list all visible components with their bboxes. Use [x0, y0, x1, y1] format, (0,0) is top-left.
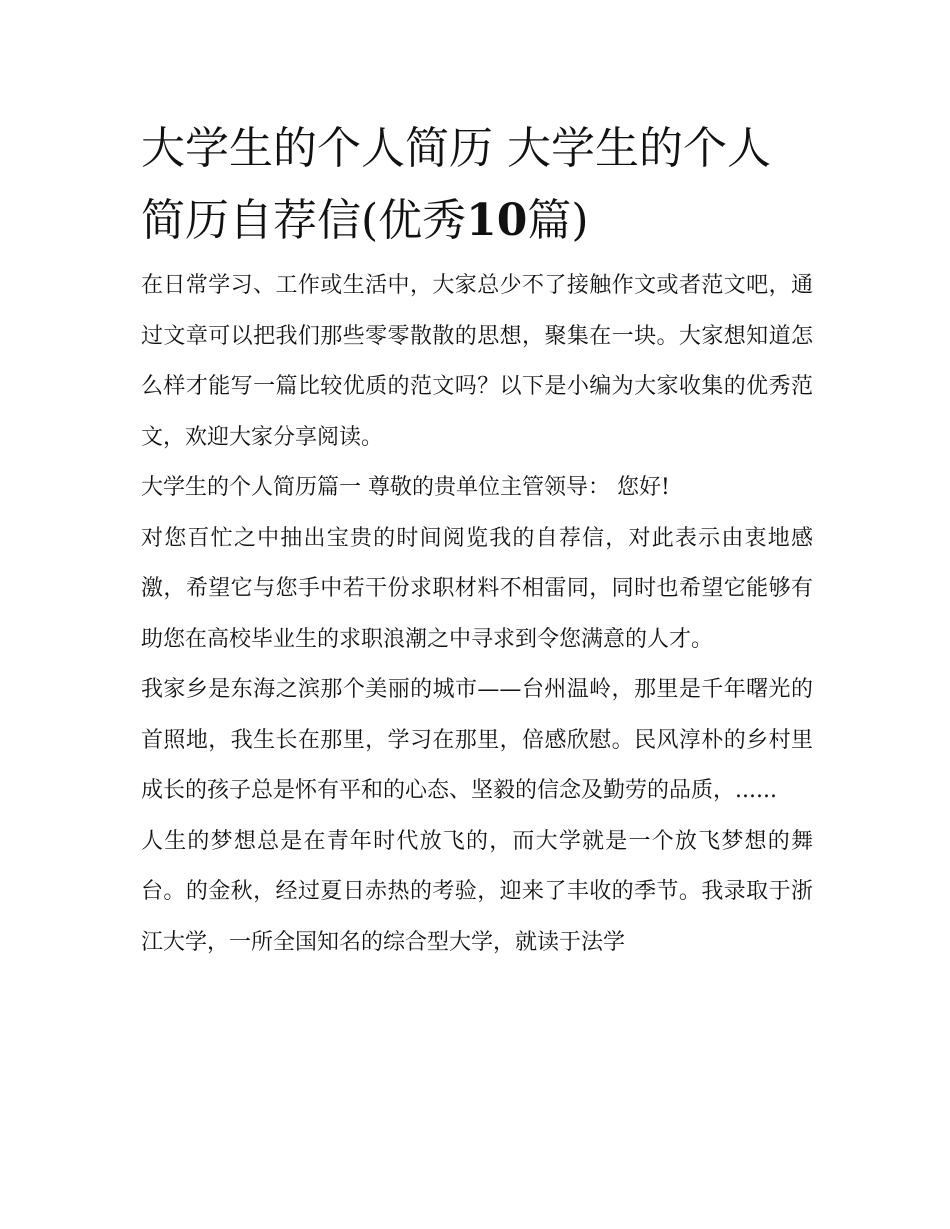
title-text-part2: 篇) [527, 195, 589, 246]
document-body [141, 113, 813, 968]
body-paragraph: 我家乡是东海之滨那个美丽的城市——台州温岭，那里是千年曙光的首照地，我生长在那里，学习在那里，倍感欣慰。民风淳朴的乡村里成长的孩子总是怀有平和的心态、坚毅的信念及勤劳的品质，...... [141, 677, 813, 803]
title-text-part1: 大学生的个人简历 大学生的个人简历自荐信(优秀 [141, 123, 771, 246]
title-number: 10 [466, 195, 528, 246]
section-heading-paragraph: 大学生的个人简历篇一 尊敬的贵单位主管领导： 您好! [141, 475, 670, 500]
body-paragraph: 对您百忙之中抽出宝贵的时间阅览我的自荐信，对此表示由衷地感激，希望它与您手中若干份求职材料不相雷同，同时也希望它能够有助您在高校毕业生的求职浪潮之中寻求到令您满意的人才。 [141, 525, 813, 652]
intro-paragraph: 在日常学习、工作或生活中，大家总少不了接触作文或者范文吧，通过文章可以把我们那些零零散散的思想，聚集在一块。大家想知道怎么样才能写一篇比较优质的范文吗？以下是小编为大家收集的优秀范文，欢迎大家分享阅读。 [141, 273, 813, 450]
document-title [141, 113, 813, 257]
body-paragraph: 人生的梦想总是在青年时代放飞的，而大学就是一个放飞梦想的舞台。的金秋，经过夏日赤热的考验，迎来了丰收的季节。我录取于浙江大学，一所全国知名的综合型大学，就读于法学 [141, 828, 813, 955]
